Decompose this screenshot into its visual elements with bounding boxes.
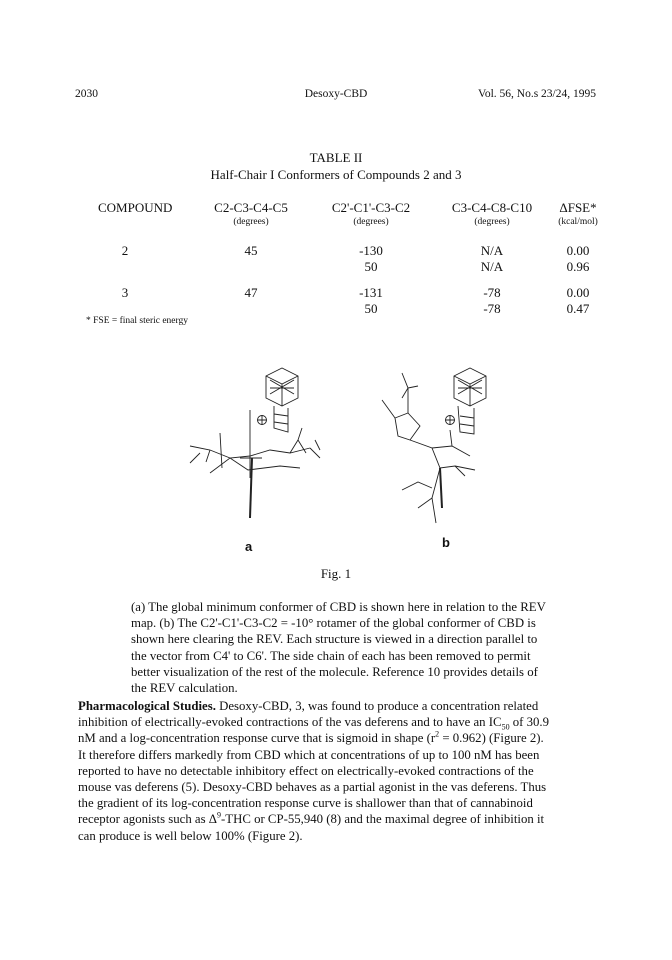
section-heading: Pharmacological Studies. — [78, 699, 216, 713]
table-cell: 50 — [364, 301, 378, 316]
table-title: Half-Chair I Conformers of Compounds 2 and 3 — [210, 167, 462, 182]
body-line: It therefore differs markedly from CBD which at concentrations of up to 100 nM has been — [78, 747, 540, 762]
table-cell: 45 — [244, 243, 258, 258]
caption-line: map. (b) The C2'-C1'-C3-C2 = -10° rotamer of the global conformer of CBD is — [131, 616, 536, 631]
molecule-b — [382, 373, 475, 523]
body-line: mouse vas deferens (5). Desoxy-CBD behaves as a partial agonist in the vas deferens. Thus — [78, 780, 547, 795]
rev-cage-a — [266, 368, 298, 432]
running-title: Desoxy-CBD — [304, 88, 368, 100]
rev-cage-b — [454, 368, 486, 434]
table-unit-dfse: (kcal/mol) — [558, 217, 598, 227]
molecule-a — [190, 410, 320, 518]
table-header-c2c3c4c5: C2-C3-C4-C5 — [214, 200, 288, 215]
table-cell: 50 — [364, 259, 378, 274]
body-line: can produce is well below 100% (Figure 2). — [78, 828, 303, 843]
caption-line: (a) The global minimum conformer of CBD is shown here in relation to the REV — [131, 600, 546, 614]
caption-line: shown here clearing the REV. Each structure is viewed in a direction parallel to — [131, 632, 538, 647]
table-unit-c2c1c3c2: (degrees) — [353, 217, 389, 227]
volume-info: Vol. 56, No.s 23/24, 1995 — [478, 88, 596, 100]
table-header-dfse: ΔFSE* — [559, 200, 597, 215]
body-paragraph — [78, 698, 596, 844]
table-cell: 2 — [121, 243, 129, 258]
body-line: nM and a log-concentration response curve that is sigmoid in shape $(r^2 = 0.962)$ (Figure 2). — [78, 730, 544, 746]
table-cell: 0.00 — [566, 243, 590, 258]
table-cell: -78 — [483, 285, 501, 300]
table-footnote: * FSE = final steric energy — [86, 316, 189, 326]
table-cell: -131 — [359, 285, 383, 300]
page-number: 2030 — [75, 88, 98, 100]
table-header-c2c1c3c2: C2'-C1'-C3-C2 — [331, 200, 411, 215]
body-line: reported to have no detectable inhibitory effect on electrically-evoked contractions of the — [78, 763, 534, 778]
body-line: inhibition of electrically-evoked contractions of the vas deferens and to have an $IC_{50}$ of 30.9 — [78, 715, 550, 732]
table-header-compound: COMPOUND — [98, 200, 173, 215]
caption-line: better visualization of the rest of the molecule. Reference 10 provides details of — [131, 664, 538, 679]
body-line: the gradient of its log-concentration response curve is shallower than that of cannabinoid — [78, 796, 533, 811]
table-cell: N/A — [480, 259, 504, 274]
table-cell: 0.47 — [566, 301, 590, 316]
caption-line: the REV calculation. — [131, 681, 238, 696]
figure-title: Fig. 1 — [320, 566, 352, 581]
table-unit-c2c3c4c5: (degrees) — [233, 217, 269, 227]
table-cell: 47 — [244, 285, 258, 300]
table-header-c3c4c8c10: C3-C4-C8-C10 — [451, 200, 533, 215]
table-cell: 0.96 — [566, 259, 590, 274]
table-unit-c3c4c8c10: (degrees) — [474, 217, 510, 227]
figure-1-drawing — [170, 358, 510, 538]
table-cell: 0.00 — [566, 285, 590, 300]
table-number: TABLE II — [309, 150, 363, 165]
table-cell: N/A — [480, 243, 504, 258]
figure-caption — [131, 599, 581, 696]
panel-label-a: a — [245, 539, 253, 554]
body-line: receptor agonists such as $\Delta^9$-THC or CP-55,940 (8) and the maximal degree of inhibition it — [78, 811, 545, 827]
body-line: Pharmacological Studies. Desoxy-CBD, 3, was found to produce a concentration related — [78, 699, 539, 713]
panel-label-b: b — [442, 535, 450, 550]
table-cell: 3 — [121, 285, 129, 300]
table-cell: -78 — [483, 301, 501, 316]
table-cell: -130 — [359, 243, 383, 258]
caption-line: the vector from C4' to C6'. The side chain of each has been removed to permit — [131, 648, 531, 663]
